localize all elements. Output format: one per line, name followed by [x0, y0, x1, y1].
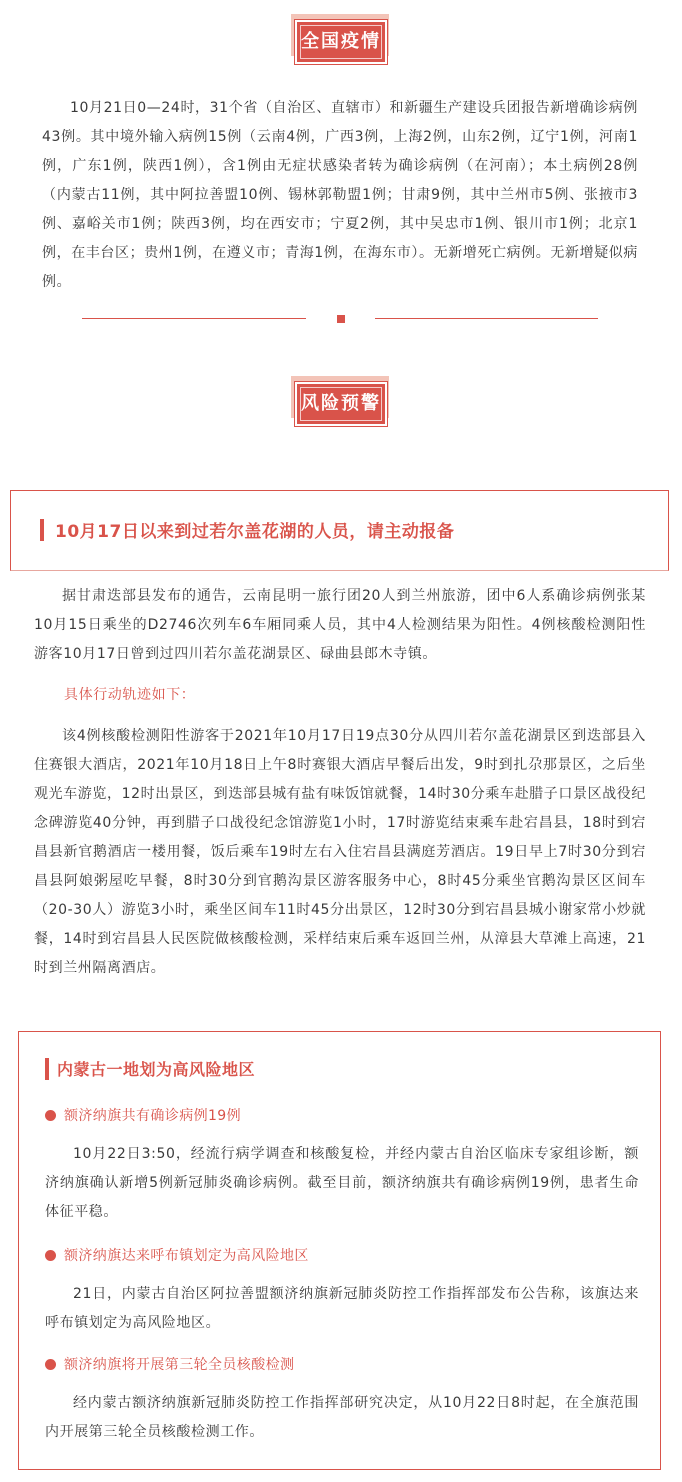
- accent-bar: [40, 519, 44, 541]
- trace-label: 具体行动轨迹如下：: [64, 687, 196, 703]
- national-summary: 10月21日0—24时，31个省（自治区、直辖市）和新疆生产建设兵团报告新增确诊病例43例。其中境外输入病例15例（云南4例，广西3例，上海2例，山东2例，辽宁1例，河南1例，广东1例，陕西1例），含1例由无症状感染者转为确诊病例（在河南）；本土病例28例（内蒙古11例，其中阿拉善盟10例、锡林郭勒盟1例；甘肃9例，其中兰州市5例、张掖市3例、嘉峪关市1例；陕西3例，均在西安市；宁夏2例，其中吴忠市1例、银川市1例；北京1例，在丰台区；贵州1例，在遵义市；青海1例，在海东市）。无新增死亡病例。无新增疑似病例。: [42, 100, 639, 290]
- trace-paragraph: 该4例核酸检测阳性游客于2021年10月17日19点30分从四川若尔盖花湖景区到迭部县入住赛银大酒店，2021年10月18日上午8时赛银大酒店早餐后出发，9时到扎尕那景区，之后坐观光车游览，12时出景区，到迭部县城有盐有味饭馆就餐，14时30分乘车赴腊子口景区战役纪念碑游览40分钟，再到腊子口战役纪念馆游览1小时，17时游览结束乘车赴宕昌县，18时到宕昌县新官鹅酒店一楼用餐，饭后乘车19时左右入住宕昌县满庭芳酒店。19日早上7时30分到宕昌县阿娘粥屋吃早餐，8时30分到官鹅沟景区游客服务中心，8时45分乘坐官鹅沟景区区间车（20-30人）游览3小时，乘坐区间车11时45分出景区，12时30分到宕昌县城小谢家常小炒就餐，14时到宕昌县人民医院做核酸检测，采样结束后乘车返回兰州，从漳县大草滩上高速，21时到兰州隔离酒店。: [34, 728, 646, 976]
- card-title: 内蒙古一地划为高风险地区: [57, 1060, 256, 1079]
- bullet-body-1: 10月22日3:50，经流行病学调查和核酸复检，并经内蒙古自治区临床专家组诊断，额济纳旗确认新增5例新冠肺炎确诊病例。截至目前，额济纳旗共有确诊病例19例，患者生命体征平稳。: [45, 1146, 639, 1220]
- section-badge-national: [295, 20, 387, 64]
- bullet-item-2: [45, 1245, 309, 1265]
- badge-label: 风险预警: [295, 382, 387, 426]
- bullet-title: 额济纳旗将开展第三轮全员核酸检测: [64, 1357, 295, 1373]
- headline-card: [10, 490, 669, 571]
- divider-square: [337, 315, 345, 323]
- bullet-item-1: [45, 1105, 241, 1125]
- risk-paragraph-1: 据甘肃迭部县发布的通告，云南昆明一旅行团20人到兰州旅游，团中6人系确诊病例张某10月15日乘坐的D2746次列车6车厢同乘人员，其中4人检测结果为阳性。4例核酸检测阳性游客10月17日曾到过四川若尔盖花湖景区、碌曲县郎木寺镇。: [34, 588, 646, 662]
- section-badge-risk: [295, 382, 387, 426]
- inner-mongolia-card: [18, 1031, 661, 1470]
- divider-left: [82, 318, 306, 319]
- bullet-body-2: 21日，内蒙古自治区阿拉善盟额济纳旗新冠肺炎防控工作指挥部发布公告称，该旗达来呼布镇划定为高风险地区。: [45, 1286, 639, 1331]
- bullet-dot-icon: [45, 1359, 56, 1370]
- bullet-item-3: [45, 1354, 294, 1374]
- headline-title: 10月17日以来到过若尔盖花湖的人员，请主动报备: [55, 522, 455, 542]
- bullet-body-3: 经内蒙古额济纳旗新冠肺炎防控工作指挥部研究决定，从10月22日8时起，在全旗范围内开展第三轮全员核酸检测工作。: [45, 1395, 639, 1440]
- accent-bar: [45, 1058, 49, 1080]
- badge-label: 全国疫情: [295, 20, 387, 64]
- bullet-title: 额济纳旗共有确诊病例19例: [64, 1108, 242, 1124]
- bullet-dot-icon: [45, 1110, 56, 1121]
- bullet-title: 额济纳旗达来呼布镇划定为高风险地区: [64, 1248, 309, 1264]
- bullet-dot-icon: [45, 1250, 56, 1261]
- divider-right: [375, 318, 598, 319]
